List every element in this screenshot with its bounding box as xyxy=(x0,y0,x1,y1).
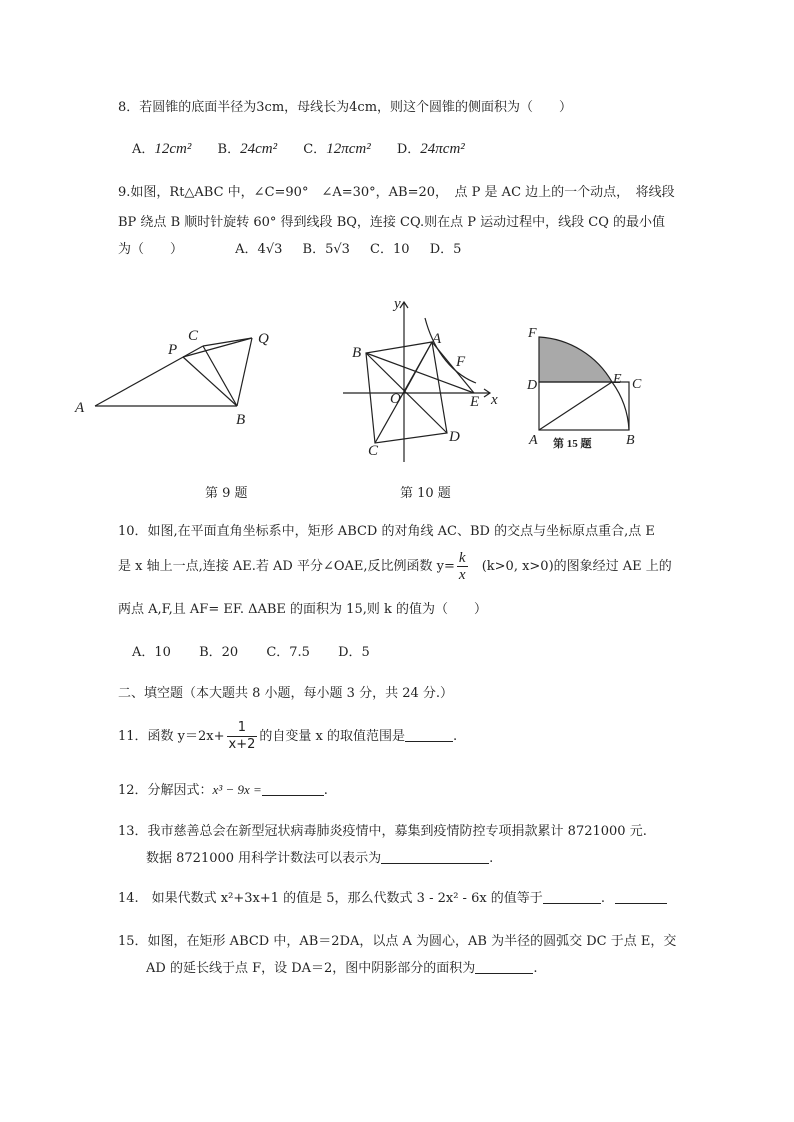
q9-line3-prefix: 为（ ） xyxy=(118,242,184,257)
q11-before: 11．函数 y＝2x+ xyxy=(118,729,225,744)
fig9-segment-qb xyxy=(237,338,252,406)
figures-area xyxy=(0,280,794,470)
fig10-hyperbola xyxy=(425,318,476,383)
q13-answer-blank[interactable] xyxy=(381,850,489,864)
q10-fraction xyxy=(457,550,468,583)
q8-option-c: C．12πcm² xyxy=(303,141,371,157)
fig9-segment-cb xyxy=(203,346,237,406)
q9-option-c: C．10 xyxy=(370,242,410,257)
fig9-label-a: A xyxy=(75,400,85,416)
fig15-label-a: A xyxy=(529,433,538,448)
q13-line1: 13．我市慈善总会在新型冠状病毒肺炎疫情中，募集到疫情防控专项捐款累计 8721000 元. xyxy=(118,824,647,839)
fig15-label-d: D xyxy=(527,378,538,393)
q9-line3 xyxy=(118,238,477,257)
fig15-label-e: E xyxy=(613,372,622,387)
fig10-label-d: D xyxy=(449,429,460,445)
q13-end: . xyxy=(489,851,494,866)
q8-option-d: D．24πcm² xyxy=(396,141,465,157)
fig9-label-c: C xyxy=(188,328,199,344)
fig15-rectangle xyxy=(539,382,629,430)
q10-line2 xyxy=(118,550,672,583)
fig15-label-b: B xyxy=(626,433,635,448)
q8-option-a: A．12cm² xyxy=(132,141,192,157)
fig10-label-y: y xyxy=(394,296,401,312)
fig10-label-x: x xyxy=(491,392,498,408)
fig10-label-o: O xyxy=(390,391,401,407)
q11-after: 的自变量 x 的取值范围是 xyxy=(259,729,405,744)
fig10-label-e: E xyxy=(470,394,480,410)
q14-extra-blank[interactable] xyxy=(615,890,667,904)
q15-end: . xyxy=(533,961,538,976)
q11-frac-num: 1 xyxy=(227,720,258,737)
q11-end: . xyxy=(452,729,458,744)
fig15-arc-lower xyxy=(612,382,629,430)
q15-line1: 15．如图，在矩形 ABCD 中，AB＝2DA，以点 A 为圆心，AB 为半径的圆弧交 DC 于点 E，交 xyxy=(118,934,677,949)
q15-answer-blank[interactable] xyxy=(475,960,533,974)
q11-answer-blank[interactable] xyxy=(405,728,453,742)
q14 xyxy=(118,887,667,906)
q10-option-a: A．10 xyxy=(132,645,171,660)
fig15-segment-ae xyxy=(539,382,612,430)
q9-line2: BP 绕点 B 顺时针旋转 60° 得到线段 BQ，连接 CQ.则在点 P 运动过程中，线段 CQ 的最小值 xyxy=(118,215,666,230)
fig15-label-c: C xyxy=(632,377,642,392)
fig9-label-q: Q xyxy=(258,331,269,347)
fig15-caption: 第 15 题 xyxy=(553,438,592,450)
fig9-segment-ac xyxy=(95,346,203,406)
q13-line2 xyxy=(146,847,493,866)
q12-expr: x³ − 9x = xyxy=(212,782,262,797)
fig9-caption: 第 9 题 xyxy=(205,486,248,501)
q11-frac-den: x+2 xyxy=(228,737,256,752)
q8-options xyxy=(132,138,487,158)
q9-line1: 9.如图，Rt△ABC 中，∠C=90° ∠A=30°，AB=20， 点 P 是 AC 边上的一个动点， 将线段 xyxy=(118,185,675,200)
fig10-label-b: B xyxy=(352,345,362,361)
q12-answer-blank[interactable] xyxy=(262,782,324,796)
q10-option-d: D．5 xyxy=(338,645,370,660)
q12-before: 12．分解因式： xyxy=(118,783,213,798)
q10-frac-num: k xyxy=(458,550,466,566)
fig10-segment-ao xyxy=(404,342,432,393)
section2-heading: 二、填空题（本大题共 8 小题，每小题 3 分，共 24 分.） xyxy=(118,686,454,701)
figure-10 xyxy=(343,302,490,462)
q15-line2-text: AD 的延长线于点 F，设 DA＝2，图中阴影部分的面积为 xyxy=(146,961,476,976)
q13-line2-text: 数据 8721000 用科学计数法可以表示为 xyxy=(146,851,382,866)
q12 xyxy=(118,779,328,798)
q8-stem: 8．若圆锥的底面半径为3cm，母线长为4cm，则这个圆锥的侧面积为（ ） xyxy=(118,100,573,115)
fig10-label-a: A xyxy=(432,331,442,347)
q8-option-b: B．24cm² xyxy=(217,141,278,157)
q11-fraction xyxy=(227,720,258,753)
q10-line2-after: (k>0, x>0)的图象经过 AE 上的 xyxy=(481,559,672,574)
q10-option-c: C．7.5 xyxy=(266,645,310,660)
q10-option-b: B．20 xyxy=(199,645,239,660)
q11 xyxy=(118,720,457,753)
q10-line3: 两点 A,F,且 AF= EF. ΔABE 的面积为 15,则 k 的值为（ ） xyxy=(118,602,487,617)
q14-text: 14. 如果代数式 x²+3x+1 的值是 5，那么代数式 3 - 2x² - 6x 的值等于 xyxy=(118,891,543,906)
fig15-shaded-region xyxy=(539,337,612,382)
q10-line1: 10．如图,在平面直角坐标系中，矩形 ABCD 的对角线 AC、BD 的交点与坐标原点重合,点 E xyxy=(118,524,655,539)
q9-option-b: B．5√3 xyxy=(302,242,350,257)
q14-end: . xyxy=(600,891,605,906)
fig9-segment-pb xyxy=(183,357,237,406)
q9-option-d: D．5 xyxy=(429,242,462,257)
q10-options xyxy=(132,641,394,660)
q12-end: . xyxy=(323,783,328,798)
fig10-caption: 第 10 题 xyxy=(400,486,451,501)
q10-frac-den: x xyxy=(458,567,466,583)
q9-option-a: A．4√3 xyxy=(235,242,283,257)
fig9-label-b: B xyxy=(236,412,246,428)
fig10-label-f: F xyxy=(456,354,466,370)
q15-line2 xyxy=(146,957,537,976)
fig15-label-f: F xyxy=(528,326,537,341)
fig9-label-p: P xyxy=(168,342,178,358)
q14-answer-blank[interactable] xyxy=(543,890,601,904)
q10-line2-before: 是 x 轴上一点,连接 AE.若 AD 平分∠OAE,反比例函数 y= xyxy=(118,559,455,574)
fig10-label-c: C xyxy=(368,443,379,459)
